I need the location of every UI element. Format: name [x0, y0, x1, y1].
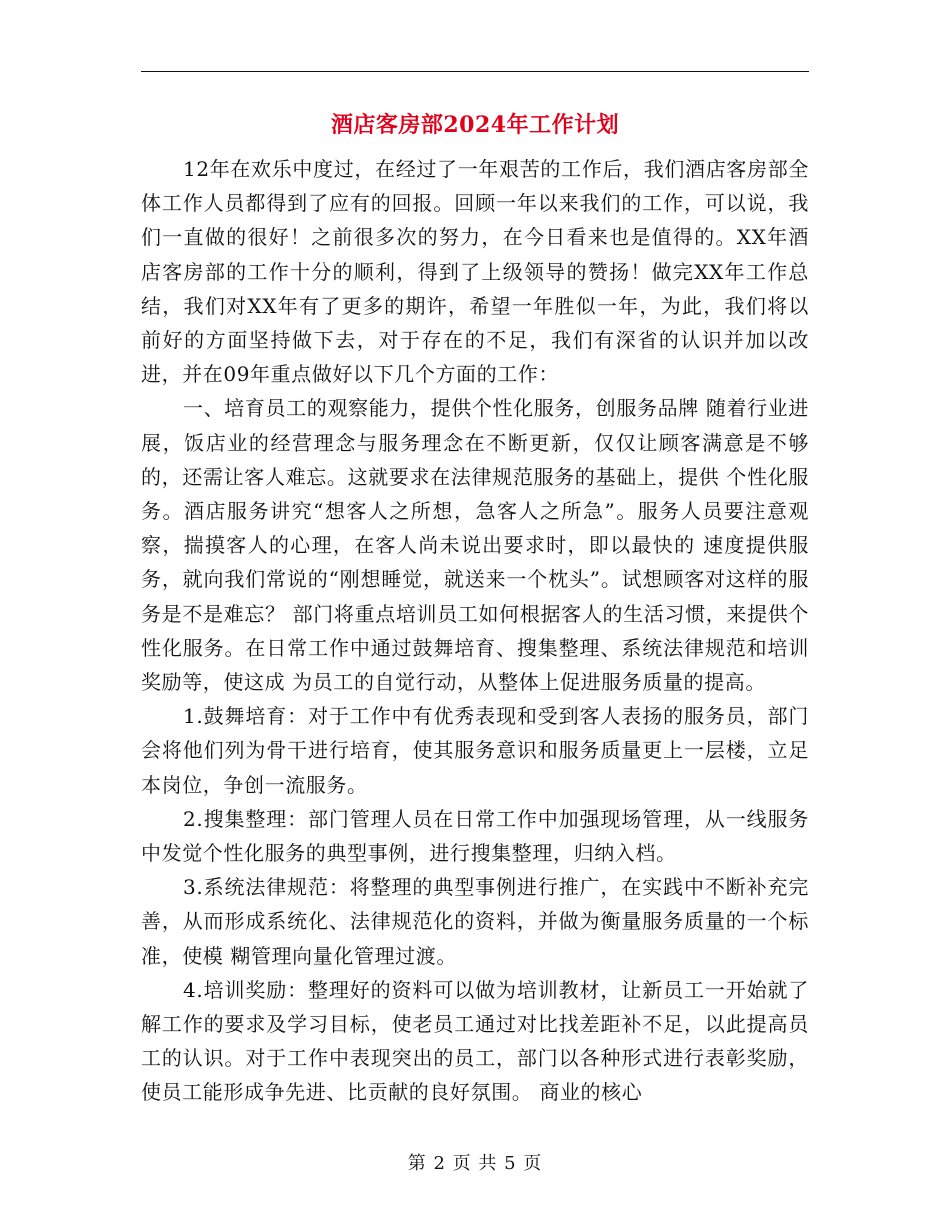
- item-1-paragraph: 1.鼓舞培育：对于工作中有优秀表现和受到客人表扬的服务员，部门会将他们列为骨干进行培育，使其服务意识和服务质量更上一层楼，立足 本岗位，争创一流服务。: [141, 704, 809, 797]
- document-body: [141, 152, 809, 1110]
- item-4-paragraph: 4.培训奖励：整理好的资料可以做为培训教材，让新员工一开始就了解工作的要求及学习目标，使老员工通过对比找差距补不足，以此提高员 工的认识。对于工作中表现突出的员工，部门以各种形式进行表彰奖励，使员工能形成争先进、比贡献的良好氛围。 商业的核心: [141, 977, 809, 1105]
- document-title: 酒店客房部2024年工作计划: [330, 112, 620, 138]
- page-number-footer: 第 2 页 共 5 页: [407, 1153, 543, 1174]
- item-3-paragraph: 3.系统法律规范：将整理的典型事例进行推广，在实践中不断补充完善，从而形成系统化、法律规范化的资料，并做为衡量服务质量的一个标准，使模 糊管理向量化管理过渡。: [141, 875, 809, 968]
- intro-paragraph: 12年在欢乐中度过，在经过了一年艰苦的工作后，我们酒店客房部全体工作人员都得到了应有的回报。回顾一年以来我们的工作，可以说，我们一直做的很好！之前很多次的努力，在今日看来也是值得的。XX年酒店客房部的工作十分的顺利，得到了上级领导的赞扬！做完XX年工作总结，我们对XX年有了更多的期许，希望一年胜似一年，为此，我们将以前好的方面坚持做下去，对于存在的不足，我们有深省的认识并加以改进，并在09年重点做好以下几个方面的工作：: [141, 157, 809, 387]
- section-one-paragraph: 一、培育员工的观察能力，提供个性化服务，创服务品牌 随着行业进展，饭店业的经营理念与服务理念在不断更新，仅仅让顾客满意是不够的，还需让客人难忘。这就要求在法律规范服务的基础上，提供 个性化服务。酒店服务讲究“想客人之所想，急客人之所急”。服务人员要注意观察，揣摸客人的心理，在客人尚未说出要求时，即以最快的 速度提供服务，就向我们常说的“刚想睡觉，就送来一个枕头”。试想顾客对这样的服务是不是难忘？ 部门将重点培训员工如何根据客人的生活习惯，来提供个性化服务。在日常工作中通过鼓舞培育、搜集整理、系统法律规范和培训奖励等，使这成 为员工的自觉行动，从整体上促进服务质量的提高。: [141, 396, 809, 695]
- header-rule: [141, 71, 809, 72]
- item-2-paragraph: 2.搜集整理：部门管理人员在日常工作中加强现场管理，从一线服务中发觉个性化服务的典型事例，进行搜集整理，归纳入档。: [141, 806, 809, 866]
